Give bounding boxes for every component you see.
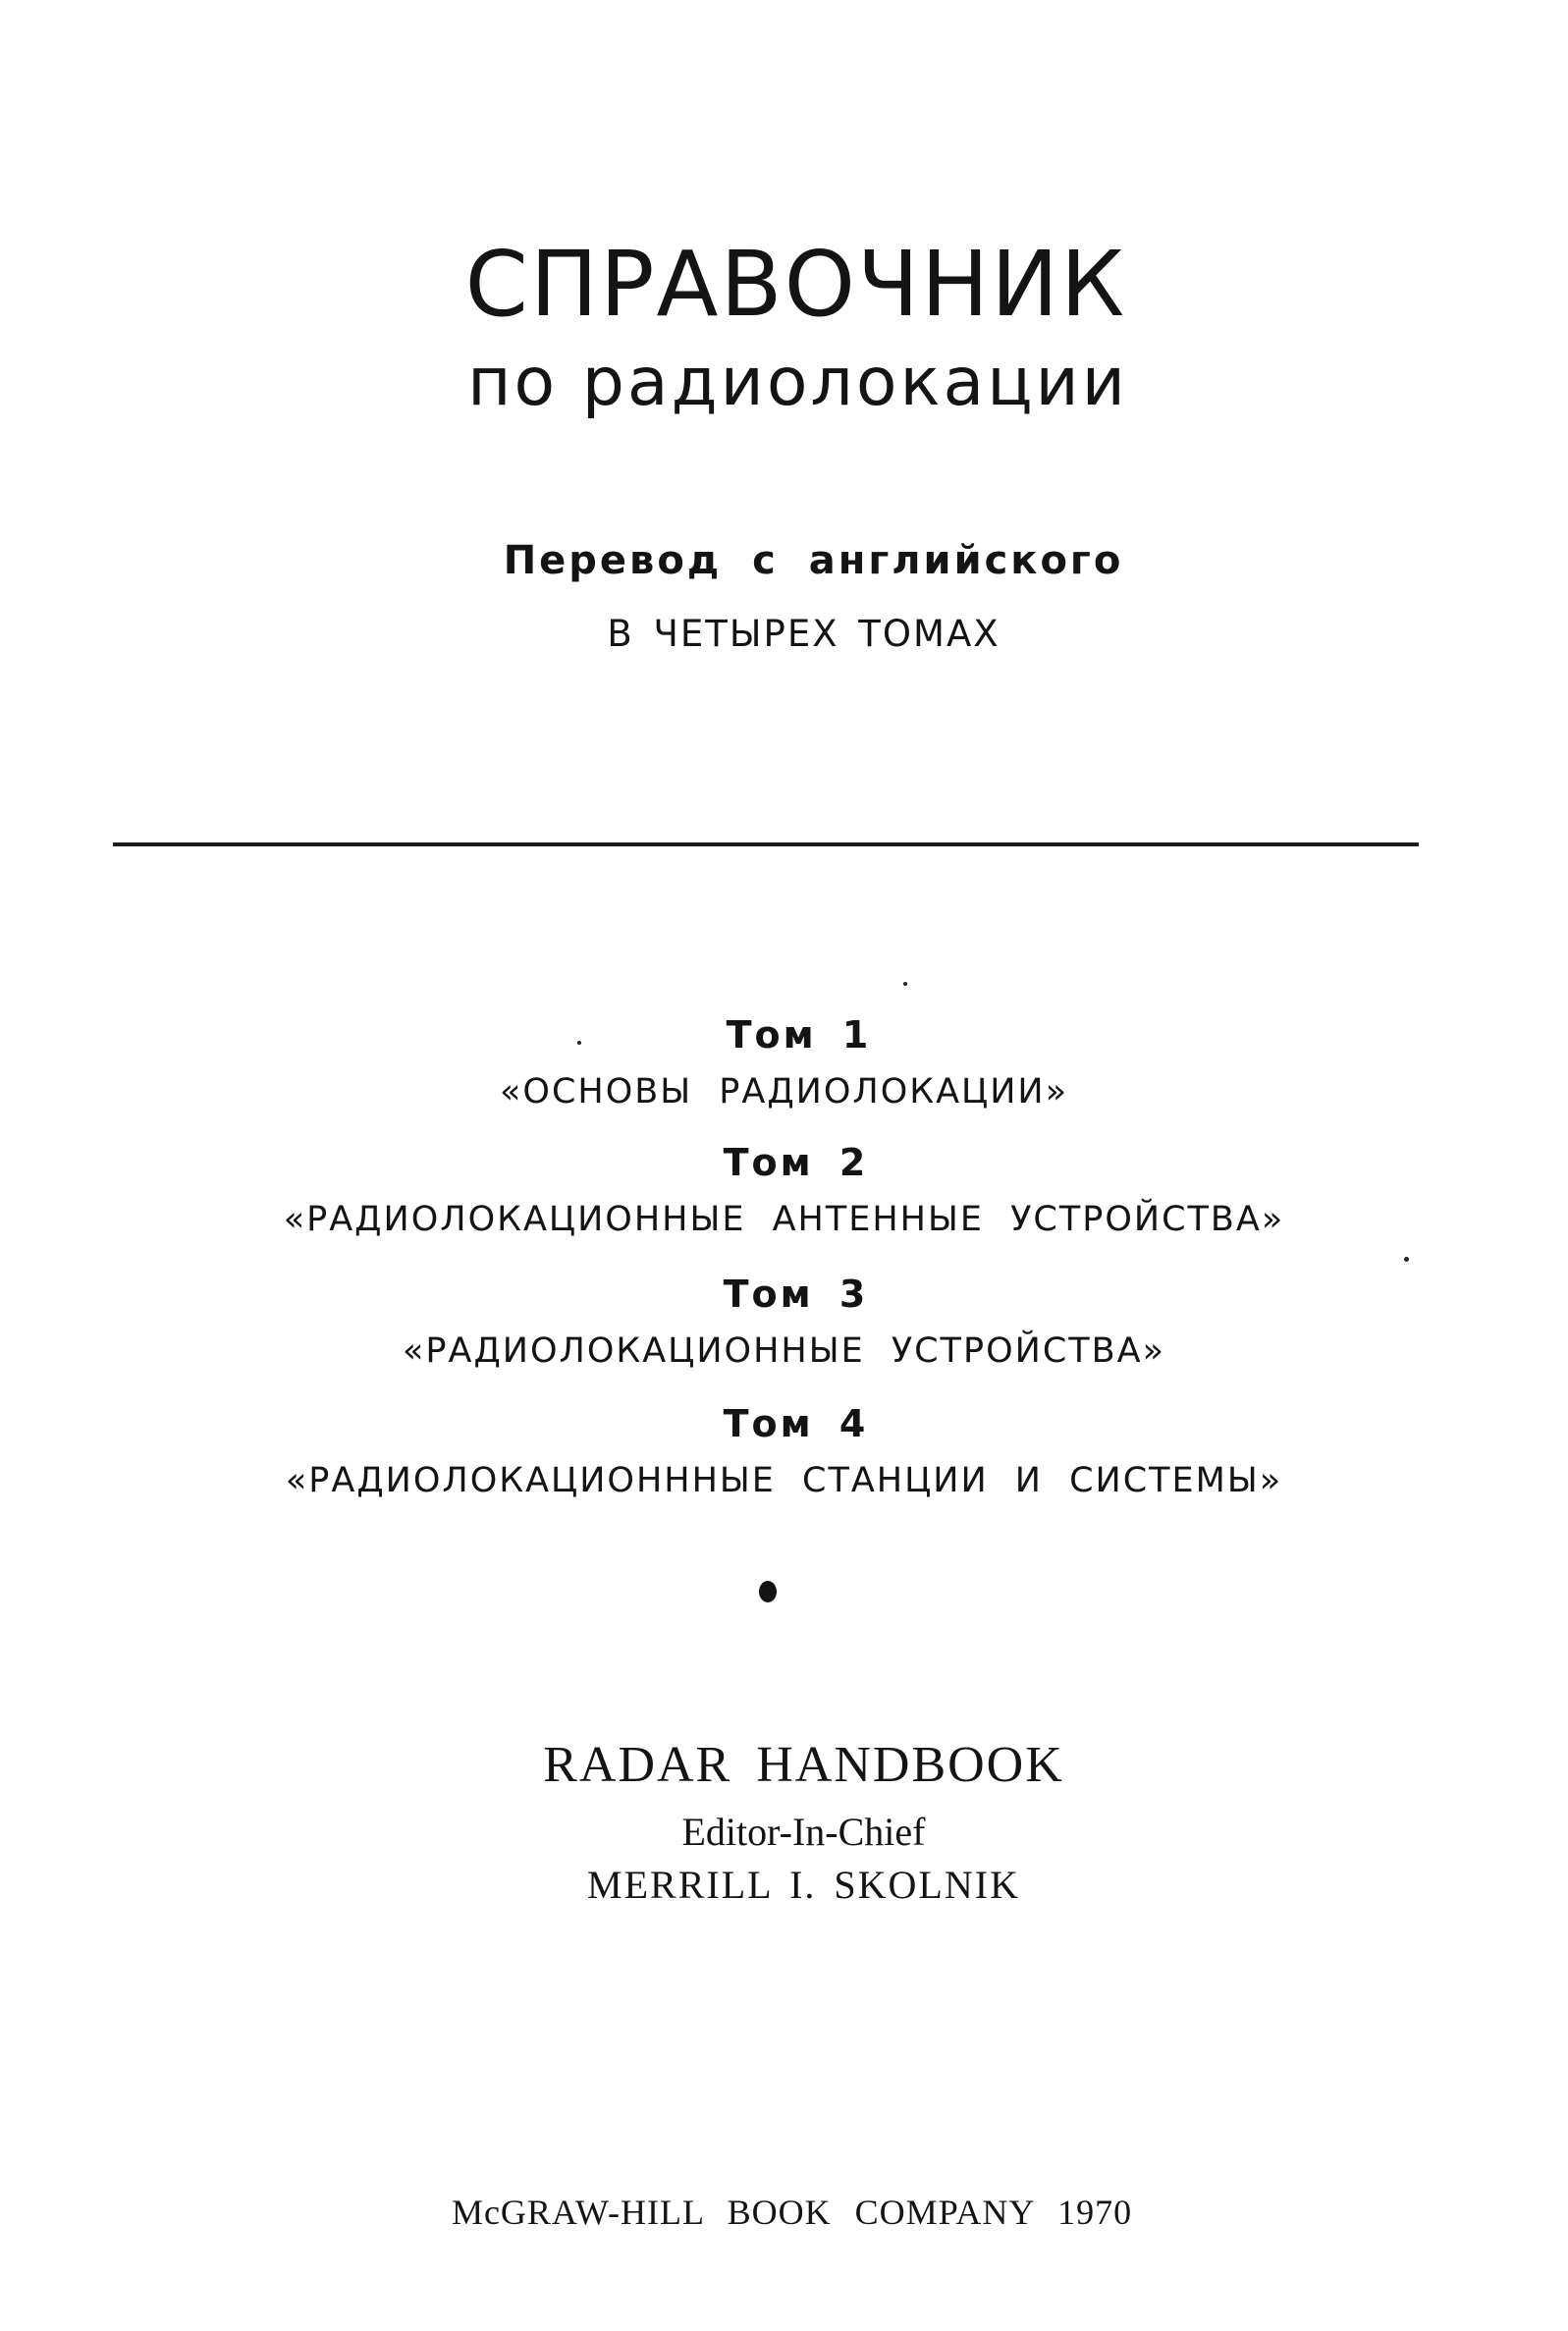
publisher-imprint: McGRAW-HILL BOOK COMPANY 1970 <box>451 2193 1133 2232</box>
volume-4-number: Том 4 <box>723 1402 869 1445</box>
english-title: RADAR HANDBOOK <box>543 1737 1064 1793</box>
volume-3-number: Том 3 <box>723 1273 869 1316</box>
editor-name: MERRILL I. SKOLNIK <box>587 1863 1020 1907</box>
book-title: СПРАВОЧНИК <box>464 232 1127 337</box>
translation-note: Перевод с английского <box>503 538 1124 583</box>
print-speck <box>577 1041 581 1045</box>
book-subtitle: по радиолокации <box>467 344 1128 421</box>
editor-label: Editor-In-Chief <box>681 1810 926 1854</box>
volume-4-title: «РАДИОЛОКАЦИОНННЫЕ СТАНЦИИ И СИСТЕМЫ» <box>285 1461 1283 1500</box>
horizontal-divider <box>113 842 1419 846</box>
volume-1-title: «ОСНОВЫ РАДИОЛОКАЦИИ» <box>499 1072 1069 1111</box>
bullet-ornament <box>759 1581 777 1602</box>
print-speck <box>903 982 907 986</box>
volume-1-number: Том 1 <box>726 1013 872 1057</box>
volume-2-title: «РАДИОЛОКАЦИОННЫЕ АНТЕННЫЕ УСТРОЙСТВА» <box>283 1200 1285 1239</box>
volume-2-number: Том 2 <box>723 1141 869 1184</box>
print-speck <box>1404 1257 1409 1262</box>
volumes-note: В ЧЕТЫРЕХ ТОМАХ <box>607 613 1000 655</box>
volume-3-title: «РАДИОЛОКАЦИОННЫЕ УСТРОЙСТВА» <box>402 1331 1166 1371</box>
